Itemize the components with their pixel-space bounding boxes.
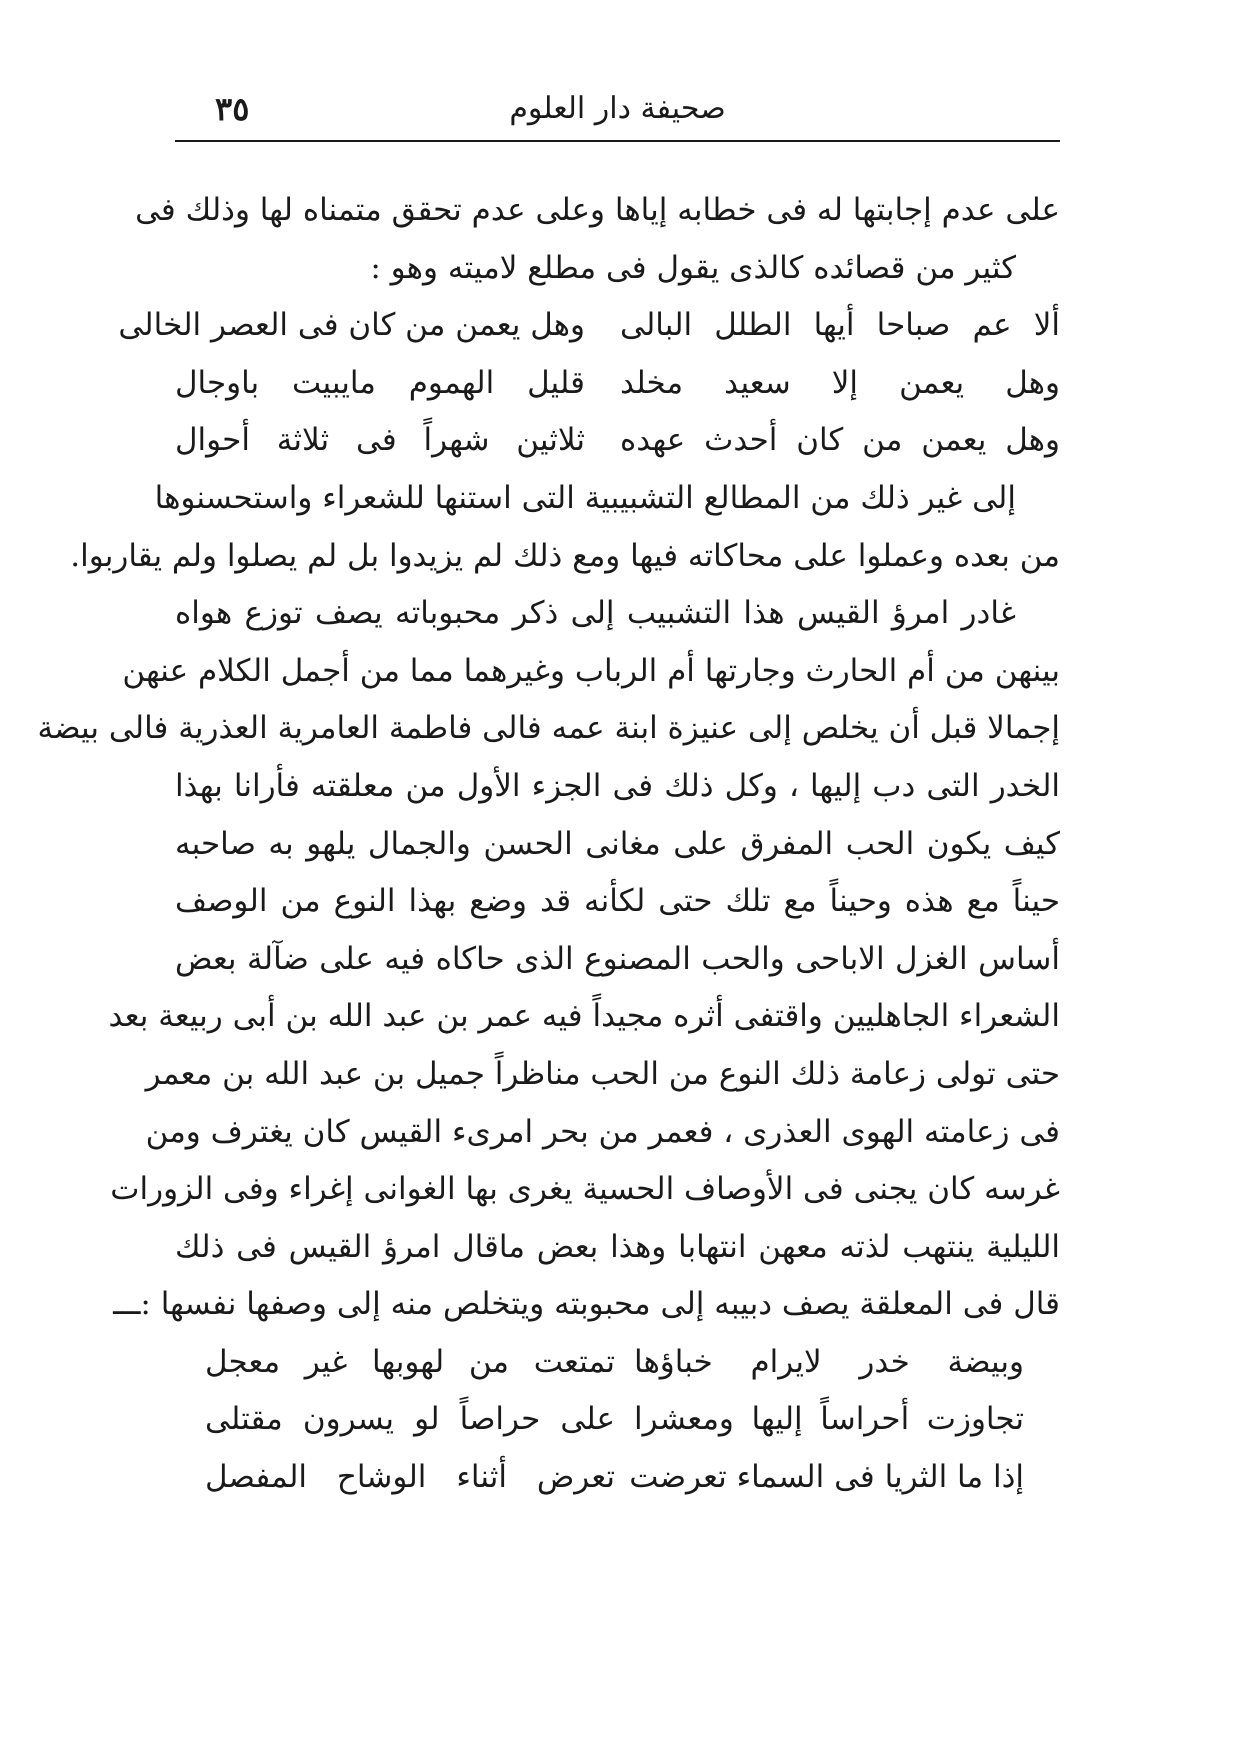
text-line: غرسه كان يجنى فى الأوصاف الحسية يغرى بها الغوانى إغراء وفى الزورات [110, 1171, 1060, 1208]
text-line: أساس الغزل الاباحى والحب المصنوع الذى حاكاه فيه على ضآلة بعض [175, 940, 1060, 977]
text-line: غادر امرؤ القيس هذا التشبيب إلى ذكر محبوباته يصف توزع هواه [175, 595, 1016, 632]
verse-second-hemistich: ثلاثين شهراً فى ثلاثة أحوال [175, 422, 585, 459]
verse-first-hemistich: وهل يعمن إلا سعيد مخلد [620, 364, 1060, 401]
verse-first-hemistich: تجاوزت أحراساً إليها ومعشرا [634, 1401, 1024, 1438]
header-rule [175, 140, 1060, 142]
verse-second-hemistich: تعرض أثناء الوشاح المفصل [205, 1459, 615, 1496]
verse-line [118, 297, 1060, 355]
text-line: كيف يكون الحب المفرق على مغانى الحسن والجمال يلهو به صاحبه [175, 825, 1060, 862]
text-line: إلى غير ذلك من المطالع التشبيبية التى استنها للشعراء واستحسنوها [154, 479, 1016, 516]
verse-second-hemistich: على حراصاً لو يسرون مقتلى [205, 1401, 615, 1438]
verse-line [175, 1334, 1060, 1392]
verse-line [175, 1449, 1060, 1507]
text-line: الشعراء الجاهليين واقتفى أثره مجيداً فيه عمر بن عبد الله بن أبى ربيعة بعد [108, 998, 1060, 1035]
verse-line [175, 412, 1060, 470]
running-title: صحيفة دار العلوم [509, 91, 726, 126]
body-text [37, 182, 1060, 1507]
verse-second-hemistich: وهل يعمن من كان فى العصر الخالى [118, 307, 585, 344]
text-line: على عدم إجابتها له فى خطابه إياها وعلى عدم تحقق متمناه لها وذلك فى [135, 192, 1060, 228]
text-line: من بعده وعملوا على محاكاته فيها ومع ذلك لم يزيدوا بل لم يصلوا ولم يقاربوا. [70, 537, 1060, 574]
verse-second-hemistich: قليل الهموم مايبيت باوجال [175, 364, 585, 401]
text-line: إجمالا قبل أن يخلص إلى عنيزة ابنة عمه فالى فاطمة العامرية العذرية فالى بيضة [37, 710, 1060, 747]
verse-line [175, 1391, 1060, 1449]
verse-first-hemistich: وبيضة خدر لايرام خباؤها [634, 1343, 1024, 1380]
verse-first-hemistich: وهل يعمن من كان أحدث عهده [620, 422, 1060, 459]
page-number: ٣٥ [215, 90, 250, 128]
text-line: فى زعامته الهوى العذرى ، فعمر من بحر امرىء القيس كان يغترف ومن [145, 1113, 1060, 1150]
verse-line [175, 355, 1060, 413]
text-line: بينهن من أم الحارث وجارتها أم الرباب وغيرهما مما من أجمل الكلام عنهن [122, 652, 1060, 689]
text-line: حتى تولى زعامة ذلك النوع من الحب مناظراً جميل بن عبد الله بن معمر [145, 1055, 1060, 1092]
text-line: حيناً مع هذه وحيناً مع تلك حتى لكأنه قد وضع بهذا النوع من الوصف [175, 883, 1060, 920]
page-header [175, 84, 1060, 134]
text-line: الخدر التى دب إليها ، وكل ذلك فى الجزء الأول من معلقته فأرانا بهذا [175, 767, 1060, 804]
verse-first-hemistich: ألا عم صباحا أيها الطلل البالى [620, 307, 1060, 344]
verse-first-hemistich: إذا ما الثريا فى السماء تعرضت [629, 1459, 1024, 1496]
verse-second-hemistich: تمتعت من لهوبها غير معجل [205, 1343, 615, 1380]
text-line: كثير من قصائده كالذى يقول فى مطلع لاميته وهو : [370, 249, 1016, 286]
text-line: الليلية ينتهب لذته معهن انتهابا وهذا بعض ماقال امرؤ القيس فى ذلك [175, 1228, 1060, 1265]
text-line: قال فى المعلقة يصف دبيبه إلى محبوبته ويتخلص منه إلى وصفها نفسها :ـــ [113, 1286, 1060, 1323]
